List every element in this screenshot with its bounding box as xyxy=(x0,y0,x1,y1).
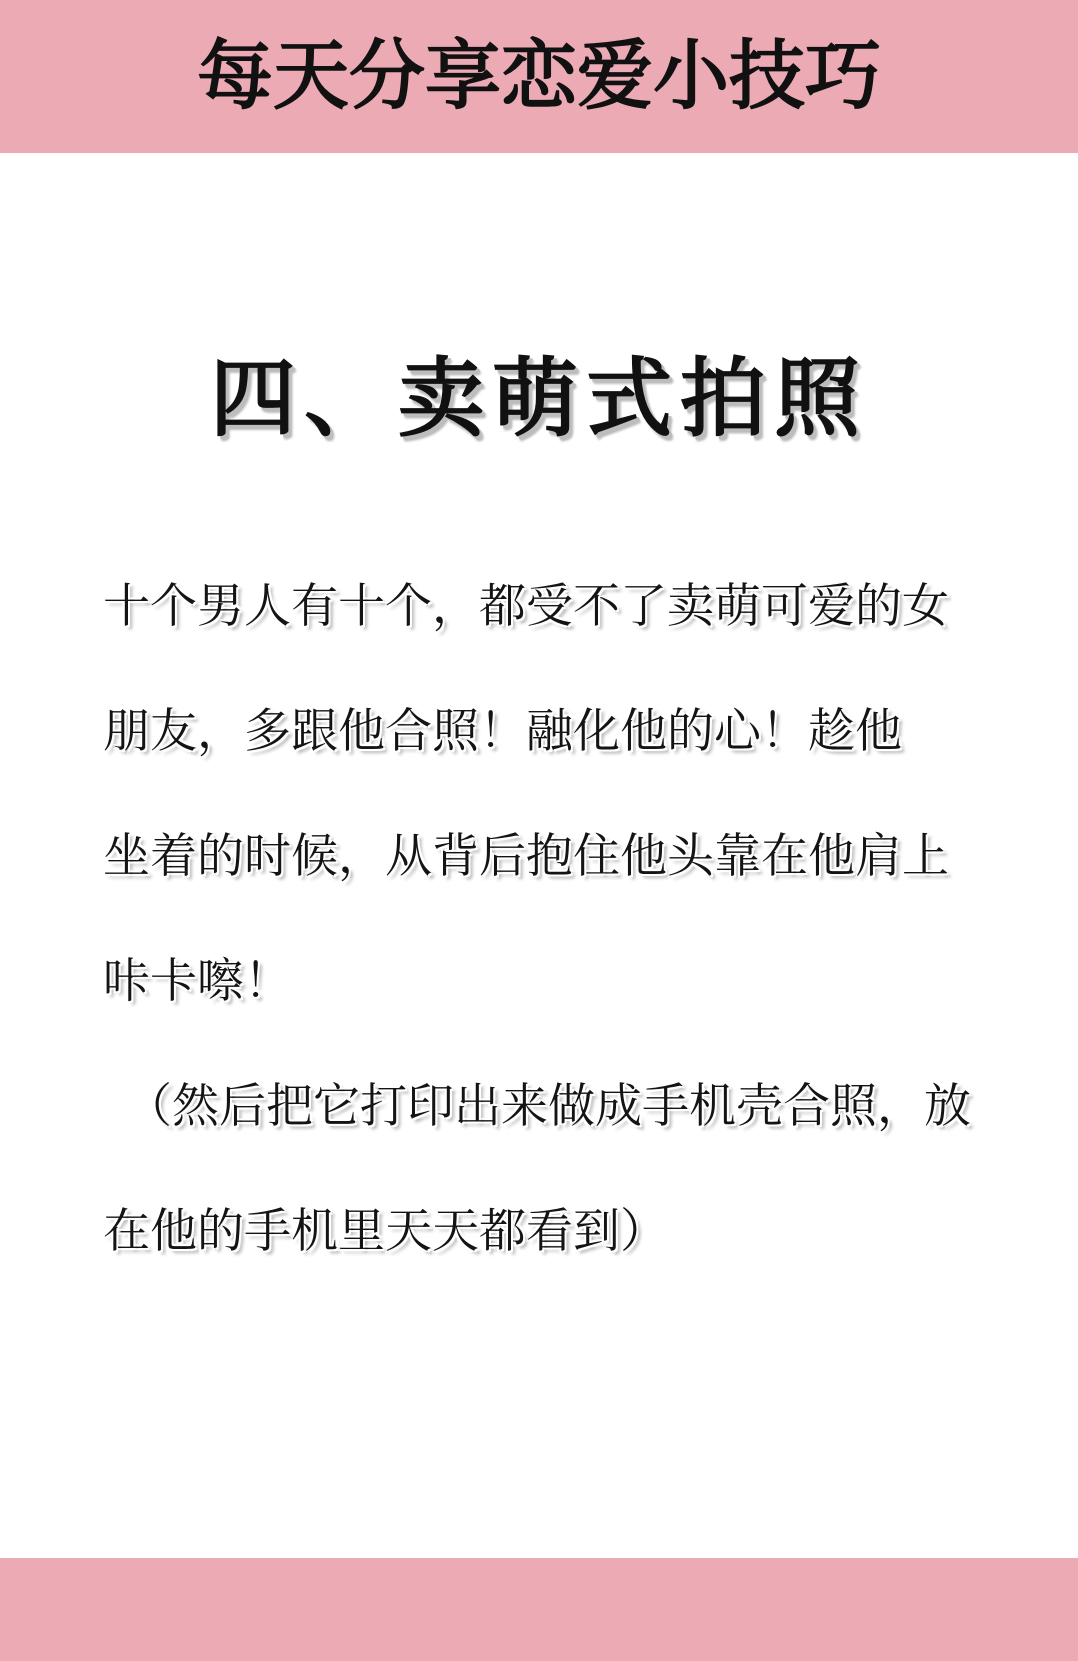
body-line-5: （然后把它打印出来做成手机壳合照，放 xyxy=(125,1079,971,1134)
body-line-1: 十个男人有十个，都受不了卖萌可爱的女 xyxy=(103,579,949,634)
body-line-4: 咔卡嚓！ xyxy=(103,954,291,1009)
body-line-2: 朋友，多跟他合照！融化他的心！趁他 xyxy=(103,704,902,759)
body-line-6: 在他的手机里天天都看到） xyxy=(103,1204,667,1259)
footer-band xyxy=(0,1558,1078,1661)
body-line-3: 坐着的时候，从背后抱住他头靠在他肩上 xyxy=(103,829,949,884)
page-title: 每天分享恋爱小技巧 xyxy=(197,31,881,120)
section-heading: 四、卖萌式拍照 xyxy=(210,348,868,449)
